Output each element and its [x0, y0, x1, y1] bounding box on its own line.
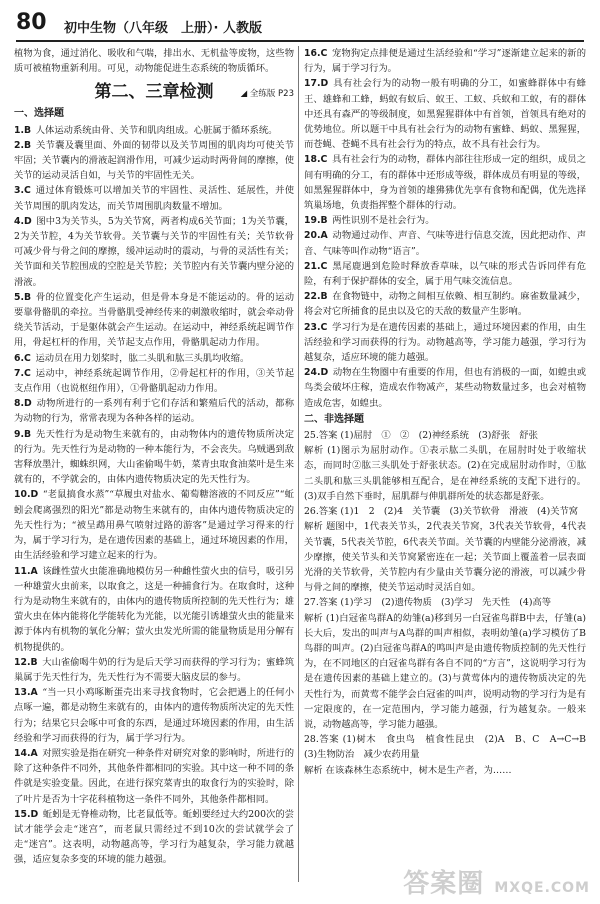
answer-item [14, 366, 294, 396]
answer-number: 2.B [14, 139, 32, 151]
answer-text: “老鼠搞食水蒸”“草履虫对盐水、葡萄糖溶液的不同反应”“蚯蚓会爬离强烈的阳光”都是动物生来就有的，由体内遗传物质决定的先天性行为；“被呈鹉用鼻气喷射过路的游客”是通过学习得来的行为，属于学习行为，是在遗传因素的基础上，通过环境因素的作用，由生活经验和学习建立起来的行为。 [14, 489, 294, 562]
answer-number: 21.C [304, 260, 328, 272]
answer-item [304, 365, 586, 411]
q28-answer: 28.答案 (1)树木 食虫鸟 植食性昆虫 (2)A B、C A→C→B (3)生物防治 减少农药用量 [304, 734, 596, 761]
answer-text: 该雌性萤火虫能准确地模仿另一种雌性萤火虫的信号，吸引另一种雄萤火虫前来，以取食之，这是一种捕食行为。在取食时，这种行为是动物生来就有的，由体内的遗传物质所控制的先天性行为；雄萤火虫在体内能将化学能转化为光能，以光能引诱雄萤火虫的能量来源于体内有机物的氧化分解；萤火虫发光所需的能量物质是用分解有机物提供的。 [14, 565, 294, 653]
answer-item [304, 259, 586, 289]
answer-item [304, 152, 586, 213]
answer-number: 6.C [14, 352, 31, 364]
answer-text: 人体运动系统由骨、关节和肌肉组成。心脏属于循环系统。 [35, 124, 278, 136]
answer-text: 学习行为是在遗传因素的基础上，通过环境因素的作用，由生活经验和学习而获得的行为。动物越高等，学习能力越强，学习行为越复杂，适应环境的能力越强。 [304, 321, 586, 364]
answer-text: 骨的位置变化产生运动，但是骨本身是不能运动的。骨的运动要靠骨骼肌的牵拉。当骨骼肌受神经传来的刺激收缩时，就会牵动骨绕关节活动，于是躯体就会产生运动。在运动中，神经系统起调节作用，骨起杠杆的作用，关节起支点作用，骨骼肌起动力作用。 [14, 291, 294, 349]
answer-text: 运动员在用力划桨时，肱二头肌和肱三头肌均收缩。 [35, 352, 250, 364]
answer-item [14, 396, 294, 426]
answer-number: 4.D [14, 215, 32, 227]
answer-item [14, 655, 294, 685]
answer-number: 7.C [14, 367, 31, 379]
answer-number: 16.C [304, 48, 328, 59]
answer-number: 20.A [304, 230, 328, 242]
answer-number: 14.A [14, 747, 38, 759]
answer-text: 关节囊及囊里面、外面的韧带以及关节周围的肌肉均可使关节牢固；关节囊内的滑液起润滑作用，可减少运动时两骨间的摩擦，使关节的运动灵活自如，与关节的牢固性无关。 [14, 139, 294, 182]
answer-item [304, 228, 586, 258]
answer-item [14, 123, 294, 138]
answer-item [304, 46, 586, 76]
answer-text: 先天性行为是动物生来就有的，由动物体内的遗传物质所决定的行为。先天性行为是动物的一种本能行为，不会丧失。乌贼遇到敌害释放墨汁，蜘蛛织网，大山雀偷喝牛奶，菜青虫取食油菜叶是生来就有的，不学就会的，由体内遗传物质决定的先天性行为。 [14, 428, 294, 486]
answer-item [14, 427, 294, 488]
q27-analysis: 解析 (1)白冠雀鸟群A的幼雏(a)移到另一白冠雀鸟群B中去，仔雏(a)长大后，发出的叫声与A鸟群的叫声相似，表明幼雏(a)学习模仿了B鸟群的叫声。(2)白冠雀鸟群A的鸣叫声是由遗传物质控制的先天性行为，在不同地区的白冠雀鸟群有各自不同的“方言”，这说明学习行为是在遗传因素的基础上建立的。(3)与黄莺体内的遗传物质决定的先天性行为，而黄莺不能学会白冠雀的叫声，说明动物的学习行为是有一定限度的，在一定范围内，学习能力越强，行为越复杂。一般来说，动物越高等，学习能力越强。 [304, 612, 586, 730]
answer-text: 在食物链中，动物之间相互依赖、相互制约。麻雀数量减少，将会对它所捕食的昆虫以及它的天敌的数量产生影响。 [304, 291, 586, 318]
intro-paragraph: 植物为食，通过消化、吸收和气喘，排出水、无机盐等废物，这些物质可被植物重新利用。可见，动物能促进生态系统的物质循环。 [14, 48, 294, 75]
section-title [14, 80, 294, 104]
answer-text: 动物在生物圈中有重要的作用，但也有消极的一面，如蝗虫或鸟类会破坏庄稼，造成农作物减产，某些动物数量过多，也会对植物造成危害，如蝗虫。 [304, 367, 586, 409]
page-number: 80 [16, 10, 47, 35]
answer-item [14, 685, 294, 746]
answer-item [304, 213, 586, 228]
section-reference: ◢ 全练版 P23 [240, 89, 294, 100]
answer-text: 黑尾鹿遇到危险时释放香草味，以气味的形式告诉同伴有危险，有利于保护群体的安全，属于用气味交流信息。 [304, 260, 586, 288]
answer-number: 24.D [304, 367, 329, 379]
answer-text: 大山雀偷喝牛奶的行为是后天学习而获得的学习行为；蜜蜂筑巢属于先天性行为，先天性行为不需要大脑皮层的参与。 [14, 656, 294, 683]
answer-number: 13.A [14, 687, 38, 699]
answer-text: 图中3为关节头，5为关节窝，两者构成6关节面；1为关节囊，2为关节腔，4为关节软骨。关节囊与关节的牢固性有关；关节软骨可减少骨与骨之间的摩擦，缓冲运动时的震动，与骨的灵活性有关；关节面和关节腔围成的空腔是关节腔；关节腔内有关节囊内壁分泌的滑液。 [14, 215, 294, 288]
answer-number: 23.C [304, 321, 328, 333]
answer-number: 19.B [304, 215, 328, 227]
watermark-main: 答案圈 [403, 869, 485, 899]
answer-number: 10.D [14, 489, 39, 501]
watermark-sub: MXQE.COM [494, 880, 590, 896]
answer-text: 蚯蚓是无脊椎动物，比老鼠低等。蚯蚓要经过大约200次的尝试才能学会走“迷宫”，而老鼠只需经过不到10次的尝试就学会了走“迷宫”。这表明，动物越高等，学习行为越复杂，学习能力就越强，适应复杂多变的环境的能力越强。 [14, 808, 294, 866]
answer-item [14, 487, 294, 563]
right-column [304, 46, 596, 778]
answer-item [14, 138, 294, 184]
answer-text: 对照实验是指在研究一种条件对研究对象的影响时，所进行的除了这种条件不同外，其他条件都相同的实验。其中这一种不同的条件就是实验变量。因此，在进行探究菜青虫的取食行为的实验时，除了叶片是否为十字花科植物这一条件不同外，其他条件都相同。 [14, 747, 294, 805]
answer-item [304, 289, 586, 319]
left-answer-list [14, 123, 294, 868]
answer-text: 运动中，神经系统起调节作用，②骨起杠杆的作用，③关节起支点作用（也说枢纽作用），①骨骼肌起动力作用。 [14, 367, 294, 395]
q26-answer: 26.答案 (1)1 2 (2)4 关节囊 (3)关节软骨 滑液 (4)关节窝 [304, 506, 579, 518]
answer-item [14, 746, 294, 807]
answer-number: 1.B [14, 124, 32, 136]
header-rule [16, 40, 584, 42]
answer-number: 18.C [304, 154, 328, 166]
answer-item [14, 214, 294, 290]
answer-text: 动物所进行的一系列有利于它们存活和繁殖后代的活动，都称为动物的行为，常常表现为各种各样的运动。 [14, 398, 294, 425]
subsection-heading: 一、选择题 [14, 108, 64, 120]
answer-item [304, 76, 586, 152]
page-header [16, 10, 584, 40]
answer-text: 宠物狗定点排便是通过生活经验和“学习”逐渐建立起来的新的行为，属于学习行为。 [304, 48, 586, 75]
book-title: 初中生物（八年级 上册）· 人教版 [64, 21, 262, 36]
q26-analysis: 解析 题图中，1代表关节头，2代表关节窝，3代表关节软骨，4代表关节囊，5代表关节腔，6代表关节面。关节囊的内壁能分泌滑液，减少摩擦，使关节头和关节窝紧密连在一起；关节面上覆盖着一层表面光滑的关节软骨，关节腔内有少量由关节囊分泌的滑液，可以减少骨与骨之间的摩擦，使关节运动时灵活自如。 [304, 521, 586, 594]
answer-number: 9.B [14, 428, 32, 440]
left-column [14, 46, 294, 868]
answer-item [14, 564, 294, 655]
answer-text: 具有社会行为的动物，群体内部往往形成一定的组织，成员之间有明确的分工，有的群体中还形成等级，群体成员有明显的等级，如黑猩猩群体中，身为首领的雄狒狒优先享有食物和配偶，优先选择筑巢场地，负责指挥整个群体的行动。 [304, 154, 586, 212]
q25-answer: 25.答案 (1)屈肘 ① ② (2)神经系统 (3)舒张 舒张 [304, 430, 538, 442]
answer-number: 8.D [14, 398, 32, 410]
answer-item [14, 807, 294, 868]
q27-answer: 27.答案 (1)学习 (2)遗传物质 (3)学习 先天性 (4)高等 [304, 597, 552, 609]
answer-number: 11.A [14, 565, 38, 577]
answer-item [14, 351, 294, 366]
answer-text: 动物通过动作、声音、气味等进行信息交流，因此把动作、声音、气味等叫作动物“语言”。 [304, 230, 586, 257]
watermark-logo [403, 863, 590, 900]
column-divider [298, 46, 299, 882]
answer-number: 5.B [14, 291, 32, 303]
answer-text: “当一只小鸡啄断蛋壳出来寻找食物时，它会把遇上的任何小点啄一遍，都是动物生来就有的，由体内的遗传物质所决定的先天性行为；结果它只会啄中可食的东西，是通过环境因素的作用，由生活经验和学习而获得的行为，属于学习行为。 [14, 687, 294, 744]
answer-number: 17.D [304, 78, 329, 90]
right-answer-list [304, 46, 586, 411]
answer-number: 3.C [14, 185, 31, 197]
answer-text: 两性识别不是社会行为。 [332, 215, 435, 227]
subsection-heading-2: 二、非选择题 [304, 413, 364, 425]
answer-item [14, 183, 294, 213]
answer-number: 22.B [304, 291, 328, 303]
answer-number: 12.B [14, 656, 38, 668]
section-title-text: 第二、三章检测 [94, 82, 214, 103]
q25-analysis: 解析 (1)图示为屈肘动作。①表示肱二头肌，在屈肘时处于收缩状态，而同时②肱三头肌处于舒张状态。(2)在完成屈肘动作时，①肱二头肌和肱三头肌能够相互配合，是在神经系统的支配下进行的。(3)双手自然下垂时，屈肌群与伸肌群所处的状态都是舒张。 [304, 445, 586, 502]
answer-text: 通过体育锻炼可以增加关节的牢固性、灵活性、延展性，并使关节周围的肌肉发达，而关节周围肌肉数量不增加。 [14, 185, 294, 212]
answer-item [14, 290, 294, 351]
q28-analysis: 解析 在该森林生态系统中，树木是生产者，为…… [304, 764, 512, 776]
answer-item [304, 320, 586, 366]
answer-text: 具有社会行为的动物一般有明确的分工，如蜜蜂群体中有蜂王、雄蜂和工蜂，蚂蚁有蚁后、蚁王、工蚁、兵蚁和工蚁，有的群体中还具有森严的等级制度，如黑猩猩群体中有首领，首领具有绝对的优势地位。所以题干中具有社会行为的动物有蜜蜂、蚂蚁、黑猩猩，而苍蝇、苍蝇不具有社会行为的特点，故不具有社会行为。 [304, 78, 586, 151]
answer-number: 15.D [14, 808, 39, 820]
